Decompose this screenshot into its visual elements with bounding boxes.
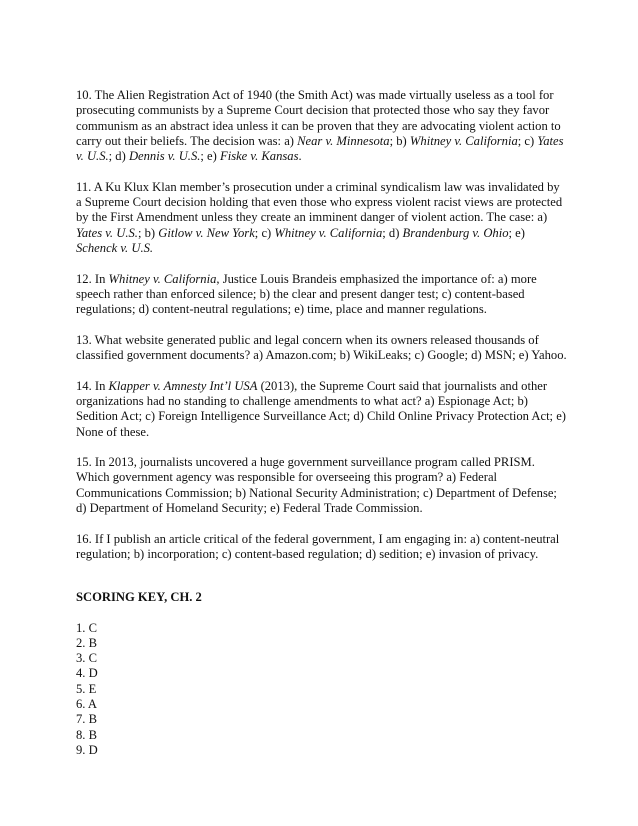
question-q13 (76, 333, 568, 364)
question-text: ; c) (254, 225, 275, 240)
question-text: 10. The Alien Registration Act of 1940 (the Smith Act) was made virtually useless as a tool for prosecuting communists by a Supreme Court decision that protected those who say they favor communism as an abstract idea unless it can be proven that they are advocating violent action to carry out their beliefs. The decision was: a) (76, 88, 561, 148)
case-name: Dennis v. U.S. (128, 149, 201, 164)
scoring-key-list (76, 621, 568, 759)
case-name: Klapper v. Amnesty Int’l USA (108, 378, 258, 393)
scoring-key-item: 2. B (76, 635, 97, 650)
case-name: Gitlow v. New York (158, 225, 255, 240)
scoring-key-item: 5. E (76, 681, 97, 696)
question-text: , Justice Louis Brandeis emphasized the importance of: a) more speech rather than enforced silence; b) the clear and present danger test; c) content-based regulations; d) content-neutral regulations; e) time, place and manner regulations. (76, 271, 537, 317)
question-q11 (76, 180, 568, 256)
question-text: ; e) (508, 225, 525, 240)
case-name: Whitney v. California (108, 271, 217, 286)
question-text: 16. If I publish an article critical of the federal government, I am engaging in: a) content-neutral regulation; b) incorporation; c) content-based regulation; d) sedition; e) invasion of privacy. (76, 531, 560, 561)
scoring-key-item: 9. D (76, 742, 98, 757)
case-name: Whitney v. California (274, 225, 383, 240)
question-q14 (76, 379, 568, 440)
case-name: Yates v. U.S. (76, 133, 564, 164)
case-name: Whitney v. California (409, 133, 518, 148)
question-text: . (298, 149, 302, 164)
questions-section (76, 88, 568, 562)
question-text: ; c) (517, 133, 538, 148)
question-text: 11. A Ku Klux Klan member’s prosecution under a criminal syndicalism law was invalidated by a Supreme Court decision holding that even those who express violent racist views are protected by the First Amendment unless they create an imminent danger of violent action. The case: a) (76, 179, 563, 225)
case-name: Schenck v. U.S. (76, 240, 154, 255)
question-text: 13. What website generated public and legal concern when its owners released thousands of classified government documents? a) Amazon.com; b) WikiLeaks; c) Google; d) MSN; e) Yahoo. (76, 332, 567, 363)
question-q10 (76, 88, 568, 164)
question-text: 14. In (76, 378, 109, 393)
scoring-key-item: 7. B (76, 712, 97, 727)
question-text: 15. In 2013, journalists uncovered a huge government surveillance program called PRISM. Which government agency was responsible for overseeing this program? a) Federal Communications Commission; b) National Security Administration; c) Department of Defense; d) Department of Homeland Security; e) Federal Trade Commission. (76, 455, 557, 516)
question-q15 (76, 455, 568, 516)
question-text: ; b) (389, 133, 410, 148)
scoring-key-item: 1. C (76, 620, 97, 635)
question-text: ; d) (108, 149, 129, 164)
question-text: ; e) (200, 149, 220, 164)
question-text: 12. In (76, 271, 109, 286)
question-text: (2013), the Supreme Court said that journalists and other organizations had no standing to challenge amendments to what act? a) Espionage Act; b) Sedition Act; c) Foreign Intelligence Surveillance Act; d) Child Online Privacy Protection Act; e) None of these. (76, 378, 566, 439)
question-text: ; b) (137, 225, 159, 240)
case-name: Yates v. U.S. (76, 225, 138, 240)
case-name: Fiske v. Kansas (220, 149, 299, 164)
scoring-key-heading: SCORING KEY, CH. 2 (76, 590, 202, 605)
case-name: Near v. Minnesota (297, 133, 390, 148)
question-q16 (76, 532, 568, 563)
scoring-key-item: 6. A (76, 696, 97, 711)
question-q12 (76, 272, 568, 318)
document-page (76, 88, 568, 758)
question-text: ; d) (382, 225, 403, 240)
scoring-key-item: 3. C (76, 651, 97, 666)
scoring-key-item: 8. B (76, 727, 97, 742)
case-name: Brandenburg v. Ohio (402, 225, 509, 240)
scoring-key-item: 4. D (76, 666, 98, 681)
